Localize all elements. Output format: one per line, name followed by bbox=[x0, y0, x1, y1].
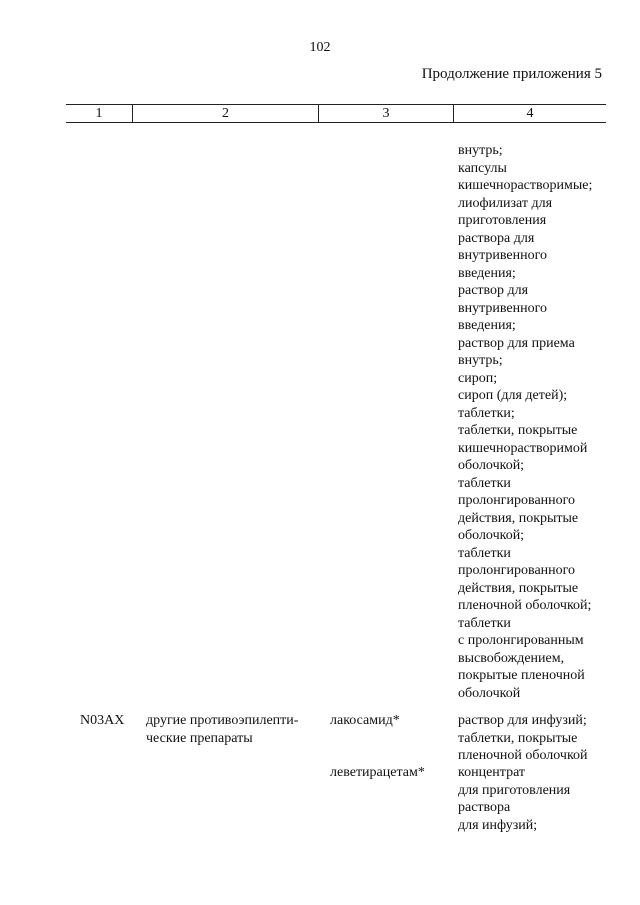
drug-forms-levetiracetam bbox=[458, 764, 570, 834]
dosage-form: концентрат bbox=[458, 765, 526, 780]
dosage-form: действия, покрытые bbox=[458, 580, 579, 596]
dosage-form: пленочной оболочкой; bbox=[458, 598, 592, 613]
dosage-form: кишечнорастворимой bbox=[458, 440, 588, 456]
header-cell-1: 1 bbox=[95, 106, 103, 121]
page-number: 102 bbox=[309, 40, 331, 55]
appendix-title: Продолжение приложения 5 bbox=[421, 66, 602, 82]
dosage-form: оболочкой; bbox=[458, 528, 525, 543]
header-cell-2: 2 bbox=[222, 106, 229, 121]
drug-forms-lacosamide bbox=[458, 712, 588, 765]
dosage-form: таблетки, покрытые bbox=[458, 423, 578, 438]
dosage-form: раствора bbox=[458, 800, 511, 815]
dosage-form: введения; bbox=[458, 318, 516, 333]
header-cell-4: 4 bbox=[526, 106, 534, 121]
dosage-form: покрытые пленочной bbox=[458, 668, 585, 683]
dosage-form: оболочкой; bbox=[458, 458, 525, 473]
dosage-form: введения; bbox=[458, 265, 516, 281]
continued-dosage-forms bbox=[458, 142, 592, 702]
table-header-row bbox=[66, 104, 606, 123]
dosage-form: с пролонгированным bbox=[458, 633, 584, 648]
dosage-form: пролонгированного bbox=[458, 493, 576, 508]
header-cell-3: 3 bbox=[382, 106, 390, 121]
dosage-form: внутрь; bbox=[458, 353, 503, 368]
dosage-form: сироп (для детей); bbox=[458, 388, 568, 403]
dosage-form: пролонгированного bbox=[458, 563, 576, 578]
dosage-form: раствор для инфузий; bbox=[458, 713, 587, 728]
group-code: N03AX bbox=[80, 713, 125, 728]
dosage-form: лиофилизат для bbox=[458, 195, 553, 211]
group-name-line: другие противоэпилепти- bbox=[146, 713, 299, 728]
drug-name-lacosamide: лакосамид* bbox=[330, 713, 400, 728]
dosage-form: для приготовления bbox=[458, 782, 571, 798]
drug-name-levetiracetam: леветирацетам* bbox=[330, 765, 425, 780]
dosage-form: приготовления bbox=[458, 213, 547, 228]
dosage-form: действия, покрытые bbox=[458, 510, 579, 526]
dosage-form: внутривенного bbox=[458, 248, 548, 263]
dosage-form: таблетки; bbox=[458, 405, 515, 421]
dosage-form: капсулы bbox=[458, 160, 507, 176]
dosage-form: кишечнорастворимые; bbox=[458, 178, 593, 193]
dosage-form: таблетки, покрытые bbox=[458, 730, 578, 746]
dosage-form: раствор для приема bbox=[458, 335, 575, 351]
dosage-form: оболочкой bbox=[458, 685, 521, 701]
dosage-form: сироп; bbox=[458, 370, 498, 386]
group-name bbox=[146, 712, 298, 747]
dosage-form: для инфузий; bbox=[458, 817, 538, 833]
dosage-form: высвобождением, bbox=[458, 650, 565, 666]
dosage-form: таблетки bbox=[458, 545, 511, 561]
dosage-form: пленочной оболочкой bbox=[458, 748, 588, 763]
dosage-form: таблетки bbox=[458, 615, 511, 631]
dosage-form: раствора для bbox=[458, 230, 535, 246]
dosage-form: внутривенного bbox=[458, 300, 548, 316]
dosage-form: таблетки bbox=[458, 475, 511, 491]
group-name-line: ческие препараты bbox=[146, 730, 253, 746]
dosage-form: раствор для bbox=[458, 283, 529, 298]
dosage-form: внутрь; bbox=[458, 143, 503, 158]
